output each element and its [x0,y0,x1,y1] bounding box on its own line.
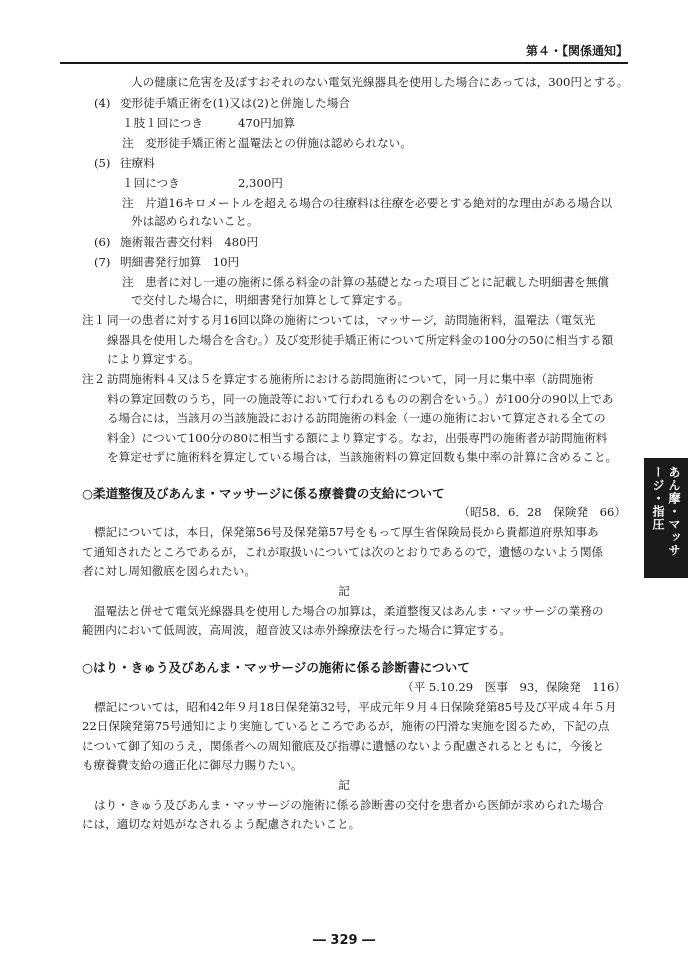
note-1-line-2: 線器具を使用した場合を含む。）及び変形徒手矯正術について所定料金の100分の50に相当する額 [107,333,614,347]
item-5-rate-label: １回につき [122,176,180,190]
note-1-line-1: 同一の患者に対する月16回以降の施術については，マッサージ，訪問施術料，温罨法（電気光 [107,313,596,327]
item-4-title: 変形徒手矯正術を(1)又は(2)と併施した場合 [120,96,350,110]
item-5-number: (5) [94,156,111,170]
note-1-line-3: により算定する。 [107,352,200,366]
note-2-line-2: 料の算定回数のうち，同一の施設等において行われるものの割合をいう。）が100分の90以上であ [107,392,614,406]
item-6-title: 施術報告書交付料 480円 [120,235,259,249]
note-2-line-5: を算定せずに施術料を算定している場合は，当該施術料の算定回数も集中率の計算に含めること。 [107,450,618,464]
section-2-line-1: 標記については，昭和42年９月18日保発第32号，平成元年９月４日保険発第85号及び平成４年５月 [94,700,617,714]
item-5-note-line-2: 外は認められないこと。 [131,214,259,228]
section-2-line-3: について御了知のうえ，関係者への周知徹底及び指導に遺憾のないよう配慮されるとともに，今後と [82,739,605,753]
note-2-line-3: る場合には，当該月の当該施設における訪問施術の料金（一連の施術において算定される全ての [107,411,606,425]
side-index-tab [644,458,688,578]
section-2-ki-heading: 記 [338,778,350,792]
item-4-note: 注 変形徒手矯正術と温罨法との併施は認められない。 [122,136,412,150]
section-1-line-3: 者に対し周知徹底を図られたい。 [82,564,256,578]
side-tab-text-2: ージ・指圧 [651,466,665,531]
section-2-line-4: も療養費支給の適正化に御尽力賜りたい。 [82,758,303,772]
section-2-line-2: 22日保険発第75号通知により実施しているところであるが，施術の円滑な実施を図るため，下記の点 [82,719,610,733]
header-rule [60,62,628,64]
item-5-note-line-1: 注 片道16キロメートルを超える場合の往療料は往療を必要とする絶対的な理由がある場合以 [122,196,613,210]
note-2-line-1: 訪問施術料４又は５を算定する施術所における訪問施術について，同一月に集中率（訪問施術 [107,372,594,386]
note-2-line-4: 料金）について100分の80に相当する額により算定する。なお，出張専門の施術者が訪問施術料 [107,431,608,445]
item-5-rate-value: 2,300円 [238,176,283,190]
section-1-title: ○柔道整復及びあんま・マッサージに係る療養費の支給について [82,486,445,501]
section-1-body-2: 範囲内において低周波，高周波，超音波又は赤外線療法を行った場合に算定する。 [82,623,511,637]
section-1-line-1: 標記については，本日，保発第56号及保発第57号をもって厚生省保険局長から貴都道府県知事あ [94,525,599,539]
note-2-label: 注２ [82,372,106,386]
section-2-body-1: はり・きゅう及びあんま・マッサージの施術に係る診断書の交付を患者から医師が求められた場合 [94,798,604,812]
continued-line: 人の健康に危害を及ぼすおそれのない電気光線器具を使用した場合にあっては，300円とする。 [131,75,629,89]
item-7-note-line-2: で交付した場合に，明細書発行加算として算定する。 [131,293,410,307]
page-number: ― 329 ― [312,933,376,948]
item-4-rate-label: １肢１回につき [122,116,203,130]
item-7-note-line-1: 注 患者に対し一連の施術に係る料金の計算の基礎となった項目ごとに記載した明細書を無償 [122,275,609,289]
side-tab-text-1: あん摩・マッサ [667,466,681,557]
section-1-line-2: て通知されたところであるが，これが取扱いについては次のとおりであるので，遺憾のないよう関係 [82,545,604,559]
section-1-ki-heading: 記 [338,584,350,598]
item-5-title: 往療料 [120,156,155,170]
item-6-number: (6) [94,235,111,249]
section-2-body-2: には，適切な対処がなされるよう配慮されたいこと。 [82,817,361,831]
section-1-reference: （昭58．6．28 保険発 66） [458,505,626,519]
section-2-reference: （平 5.10.29 医事 93，保険発 116） [402,680,626,694]
item-4-number: (4) [94,96,111,110]
section-2-title: ○はり・きゅう及びあんま・マッサージの施術に係る診断書について [82,660,470,675]
note-1-label: 注１ [82,313,106,327]
item-7-title: 明細書発行加算 10円 [120,255,240,269]
item-7-number: (7) [94,255,111,269]
section-header-label: 第４・【関係通知】 [525,44,628,58]
section-1-body-1: 温罨法と併せて電気光線器具を使用した場合の加算は，柔道整復又はあんま・マッサージの業務の [94,604,604,618]
item-4-rate-value: 470円加算 [238,116,295,130]
